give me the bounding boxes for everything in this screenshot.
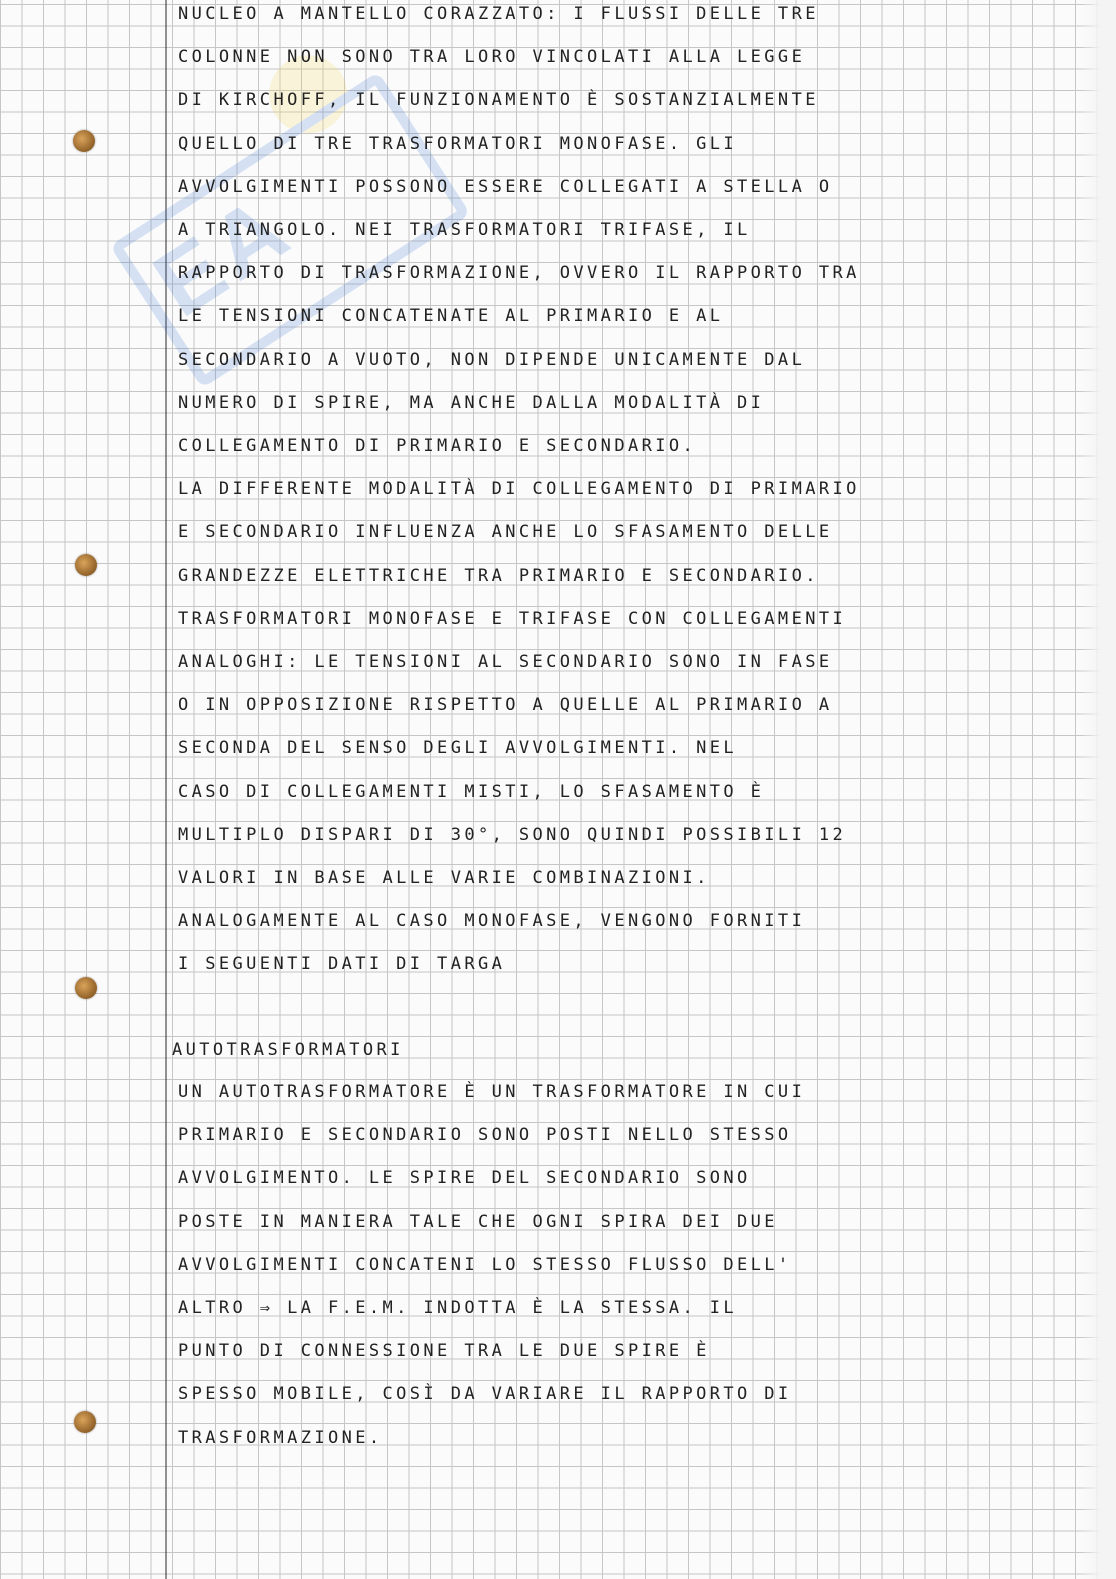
paper-edge xyxy=(1080,0,1116,1579)
text-line: PUNTO DI CONNESSIONE TRA LE DUE SPIRE È xyxy=(178,1341,710,1362)
text-line: COLLEGAMENTO DI PRIMARIO E SECONDARIO. xyxy=(178,436,697,456)
text-line: QUELLO DI TRE TRASFORMATORI MONOFASE. GLI xyxy=(178,133,738,154)
binder-hole-icon xyxy=(75,977,97,999)
text-line: A TRIANGOLO. NEI TRASFORMATORI TRIFASE, IL xyxy=(178,220,751,240)
text-line: AVVOLGIMENTO. LE SPIRE DEL SECONDARIO SONO xyxy=(178,1168,751,1189)
text-line: NUCLEO A MANTELLO CORAZZATO: I FLUSSI DELLE TRE xyxy=(178,4,819,24)
text-line: O IN OPPOSIZIONE RISPETTO A QUELLE AL PRIMARIO A xyxy=(178,695,833,716)
text-line: VALORI IN BASE ALLE VARIE COMBINAZIONI. xyxy=(178,868,710,888)
text-line: ANALOGAMENTE AL CASO MONOFASE, VENGONO FORNITI xyxy=(178,911,806,932)
text-line: MULTIPLO DISPARI DI 30°, SONO QUINDI POSSIBILI 12 xyxy=(178,824,847,845)
binder-hole-icon xyxy=(74,1411,96,1433)
watermark-glyph: EA xyxy=(136,174,310,337)
text-line: I SEGUENTI DATI DI TARGA xyxy=(178,954,506,975)
text-line: RAPPORTO DI TRASFORMAZIONE, OVVERO IL RAPPORTO TRA xyxy=(178,263,860,284)
text-line: PRIMARIO E SECONDARIO SONO POSTI NELLO STESSO xyxy=(178,1125,792,1146)
text-line: POSTE IN MANIERA TALE CHE OGNI SPIRA DEI DUE xyxy=(178,1211,778,1232)
text-line: COLONNE NON SONO TRA LORO VINCOLATI ALLA LEGGE xyxy=(178,47,806,68)
text-line: ALTRO ⇒ LA F.E.M. INDOTTA È LA STESSA. IL xyxy=(178,1298,738,1318)
binder-hole-icon xyxy=(75,554,97,576)
text-line: LE TENSIONI CONCATENATE AL PRIMARIO E AL xyxy=(178,306,724,327)
text-line: LA DIFFERENTE MODALITÀ DI COLLEGAMENTO DI PRIMARIO xyxy=(178,479,860,500)
text-line: E SECONDARIO INFLUENZA ANCHE LO SFASAMENTO DELLE xyxy=(178,522,833,543)
text-line: NUMERO DI SPIRE, MA ANCHE DALLA MODALITÀ DI xyxy=(178,392,765,413)
text-line: DI KIRCHOFF, IL FUNZIONAMENTO È SOSTANZIALMENTE xyxy=(178,90,819,111)
text-line: UN AUTOTRASFORMATORE È UN TRASFORMATORE IN CUI xyxy=(178,1082,806,1102)
text-line: TRASFORMATORI MONOFASE E TRIFASE CON COLLEGAMENTI xyxy=(178,608,847,629)
text-line: AVVOLGIMENTI CONCATENI LO STESSO FLUSSO DELL' xyxy=(178,1254,792,1275)
text-line: CASO DI COLLEGAMENTI MISTI, LO SFASAMENTO È xyxy=(178,781,765,802)
text-line: ANALOGHI: LE TENSIONI AL SECONDARIO SONO IN FASE xyxy=(178,652,833,672)
text-line: AVVOLGIMENTI POSSONO ESSERE COLLEGATI A STELLA O xyxy=(178,176,833,197)
text-line: SPESSO MOBILE, COSÌ DA VARIARE IL RAPPORTO DI xyxy=(178,1384,792,1405)
section-heading: AUTOTRASFORMATORI xyxy=(172,1040,404,1060)
text-line: SECONDA DEL SENSO DEGLI AVVOLGIMENTI. NEL xyxy=(178,738,738,759)
text-line: TRASFORMAZIONE. xyxy=(178,1427,383,1448)
text-line: SECONDARIO A VUOTO, NON DIPENDE UNICAMENTE DAL xyxy=(178,349,806,370)
text-line: GRANDEZZE ELETTRICHE TRA PRIMARIO E SECONDARIO. xyxy=(178,565,819,586)
